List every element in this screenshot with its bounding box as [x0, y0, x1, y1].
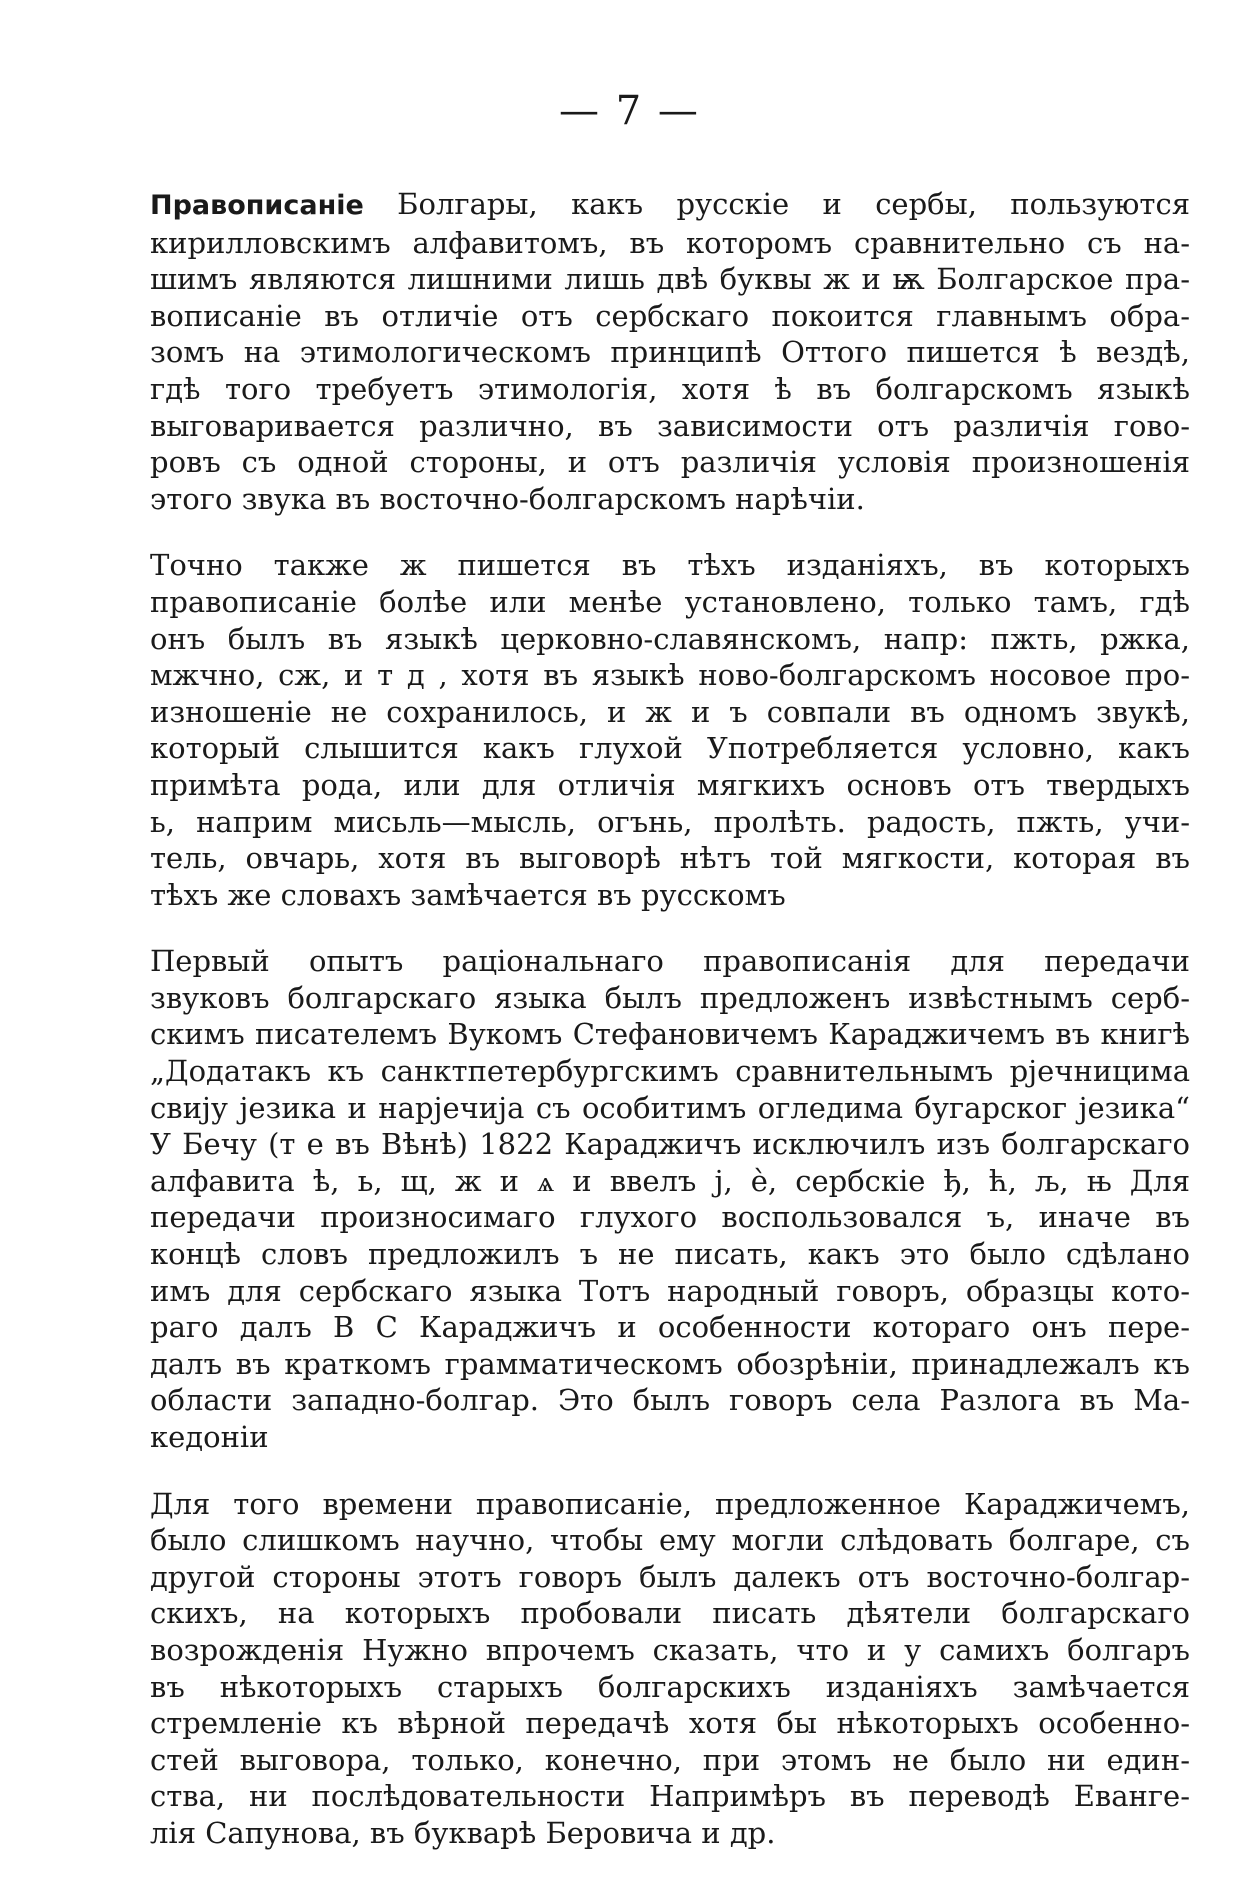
text-line: выговаривается различно, въ зависимости отъ различія гово-	[150, 408, 1190, 443]
paragraph-nasal-letter	[150, 547, 1190, 913]
text-line: гдѣ того требуетъ этимологія, хотя ѣ въ болгарскомъ языкѣ	[150, 371, 1190, 406]
text-line: Точно также ж пишется въ тѣхъ изданіяхъ, въ которыхъ	[150, 548, 1190, 583]
text-line: стей выговора, только, конечно, при этомъ не было ни един-	[150, 1742, 1190, 1777]
paragraph-karadzic	[150, 943, 1190, 1455]
text-line: этого звука въ восточно-болгарскомъ нарѣчіи.	[150, 481, 865, 516]
text-line: шимъ являются лишними лишь двѣ буквы ж и ѭ Болгарское пра-	[150, 262, 1190, 297]
text-line: другой стороны этотъ говоръ былъ далекъ отъ восточно-болгар-	[150, 1559, 1190, 1594]
text-line: Правописаніе Болгары, какъ русскіе и сербы, пользуются	[150, 187, 1190, 221]
text-line: стремленіе къ вѣрной передачѣ хотя бы нѣкоторыхъ особенно-	[150, 1706, 1190, 1741]
text-line: Первый опытъ раціональнаго правописанія для передачи	[150, 944, 1190, 979]
paragraph-that-time	[150, 1486, 1190, 1852]
text-line: было слишкомъ научно, чтобы ему могли слѣдовать болгаре, съ	[150, 1523, 1190, 1558]
page-number: — 7 —	[559, 88, 700, 134]
paragraph-orthography	[150, 186, 1190, 517]
text-line: скихъ, на которыхъ пробовали писать дѣятели болгарскаго	[150, 1596, 1190, 1631]
text-line: въ нѣкоторыхъ старыхъ болгарскихъ изданіяхъ замѣчается	[150, 1669, 1190, 1704]
text-line: лія Сапунова, въ букварѣ Беровича и др.	[150, 1815, 776, 1850]
text-line: тель, овчарь, хотя въ выговорѣ нѣтъ той мягкости, которая въ	[150, 841, 1190, 876]
text-line: раго далъ В С Караджичъ и особенности котораго онъ пере-	[150, 1310, 1190, 1345]
text-line: „Додатакъ къ санктпетербургскимъ сравнительнымъ рјечницима	[150, 1054, 1190, 1089]
text-line: примѣта рода, или для отличія мягкихъ основъ отъ твердыхъ	[150, 767, 1190, 802]
text-line: скимъ писателемъ Вукомъ Стефановичемъ Караджичемъ въ книгѣ	[150, 1017, 1190, 1052]
text-line: кирилловскимъ алфавитомъ, въ которомъ сравнительно съ на-	[150, 225, 1190, 260]
text-line: возрожденія Нужно впрочемъ сказать, что и у самихъ болгаръ	[150, 1632, 1190, 1667]
text-line: ровъ съ одной стороны, и отъ различія условія произношенія	[150, 445, 1190, 480]
section-heading-word: Правописаніе	[150, 190, 364, 221]
text-line: далъ въ краткомъ грамматическомъ обозрѣніи, принадлежалъ къ	[150, 1346, 1190, 1381]
text-line: правописаніе болѣе или менѣе установлено, только тамъ, гдѣ	[150, 584, 1190, 619]
text-line: передачи произносимаго глухого воспользовался ъ, иначе въ	[150, 1200, 1190, 1235]
text-line: онъ былъ въ языкѣ церковно-славянскомъ, напр: пжть, ржка,	[150, 621, 1190, 656]
text-line: вописаніе въ отличіе отъ сербскаго покоится главнымъ обра-	[150, 298, 1190, 333]
text-line: У Бечу (т е въ Вѣнѣ) 1822 Караджичъ исключилъ изъ болгарскаго	[150, 1127, 1190, 1162]
text-line: свију језика и нарјечија съ особитимъ огледима бугарског језика“	[150, 1090, 1190, 1125]
text-line: звуковъ болгарскаго языка былъ предложенъ извѣстнымъ серб-	[150, 980, 1190, 1015]
text-line: области западно-болгар. Это былъ говоръ села Разлога въ Ма-	[150, 1383, 1190, 1418]
text-line: изношеніе не сохранилось, и ж и ъ совпали въ одномъ звукѣ,	[150, 694, 1190, 729]
text-line: концѣ словъ предложилъ ъ не писать, какъ это было сдѣлано	[150, 1237, 1190, 1272]
body-text	[150, 186, 1190, 1882]
text-line: Для того времени правописаніе, предложенное Караджичемъ,	[150, 1486, 1190, 1521]
text-line: мжчно, сж, и т д , хотя въ языкѣ ново-болгарскомъ носовое про-	[150, 658, 1190, 693]
text-line: зомъ на этимологическомъ принципѣ Оттого пишется ѣ вездѣ,	[150, 335, 1190, 370]
text-line: имъ для сербскаго языка Тотъ народный говоръ, образцы кото-	[150, 1273, 1190, 1308]
text-line: ь, наприм мисьль—мысль, огънь, пролѣть. радость, пжть, учи-	[150, 804, 1190, 839]
text-line: алфавита ѣ, ь, щ, ж и ѧ и ввелъ ј, ѐ, сербскіе ђ, ћ, љ, њ Для	[150, 1163, 1190, 1198]
text-line: тѣхъ же словахъ замѣчается въ русскомъ	[150, 877, 786, 912]
text-line: кедоніи	[150, 1420, 269, 1454]
text-line: который слышится какъ глухой Употребляется условно, какъ	[150, 731, 1190, 766]
text-line: ства, ни послѣдовательности Напримѣръ въ переводѣ Еванге-	[150, 1779, 1190, 1814]
